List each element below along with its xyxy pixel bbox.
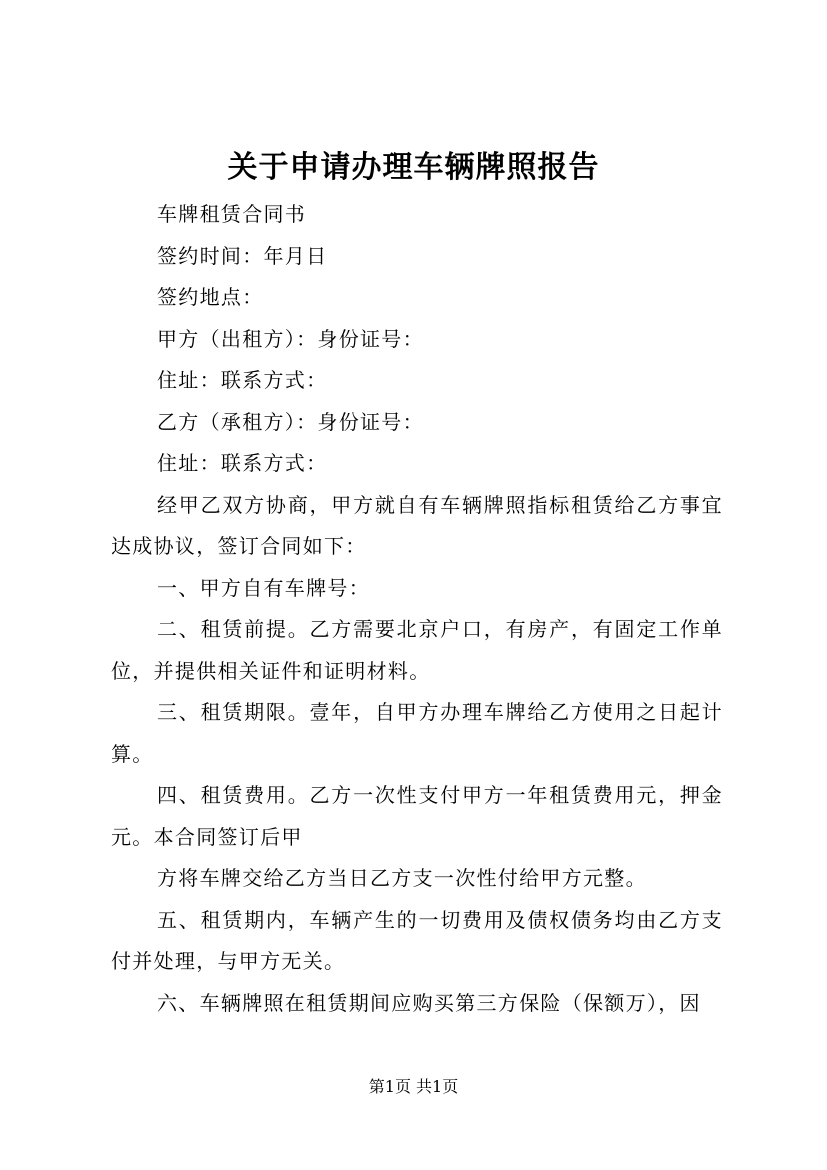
paragraph-clause-6: 六、车辆牌照在租赁期间应购买第三方保险（保额万），因 (157, 990, 701, 1015)
paragraph-party-a: 甲方（出租方）：身份证号： (157, 326, 424, 351)
paragraph-party-b-address: 住址：联系方式： (157, 451, 328, 475)
paragraph-agreement-intro: 经甲乙双方协商，甲方就自有车辆牌照指标租赁给乙方事宜达成协议，签订合同如下： (111, 492, 723, 558)
document-title: 关于申请办理车辆牌照报告 (227, 150, 600, 185)
paragraph-sign-place: 签约地点： (157, 285, 264, 309)
paragraph-party-b: 乙方（承租方）：身份证号： (157, 409, 424, 434)
paragraph-sign-time: 签约时间：年月日 (157, 243, 328, 268)
paragraph-contract-name: 车牌租赁合同书 (157, 202, 307, 226)
paragraph-clause-1: 一、甲方自有车牌号： (157, 575, 370, 600)
paragraph-clause-4-continued: 方将车牌交给乙方当日乙方支一次性付给甲方元整。 (157, 866, 647, 890)
page-footer: 第1页 共1页 (368, 1077, 459, 1096)
paragraph-clause-2: 二、租赁前提。乙方需要北京户口，有房产，有固定工作单位，并提供相关证件和证明材料。 (111, 617, 723, 683)
paragraph-clause-4: 四、租赁费用。乙方一次性支付甲方一年租赁费用元，押金元。本合同签订后甲 (111, 783, 723, 849)
paragraph-clause-3: 三、租赁期限。壹年，自甲方办理车牌给乙方使用之日起计算。 (111, 700, 723, 766)
paragraph-clause-5: 五、租赁期内，车辆产生的一切费用及债权债务均由乙方支付并处理，与甲方无关。 (111, 907, 723, 973)
paragraph-party-a-address: 住址：联系方式： (157, 368, 328, 392)
document-body (111, 194, 723, 1024)
